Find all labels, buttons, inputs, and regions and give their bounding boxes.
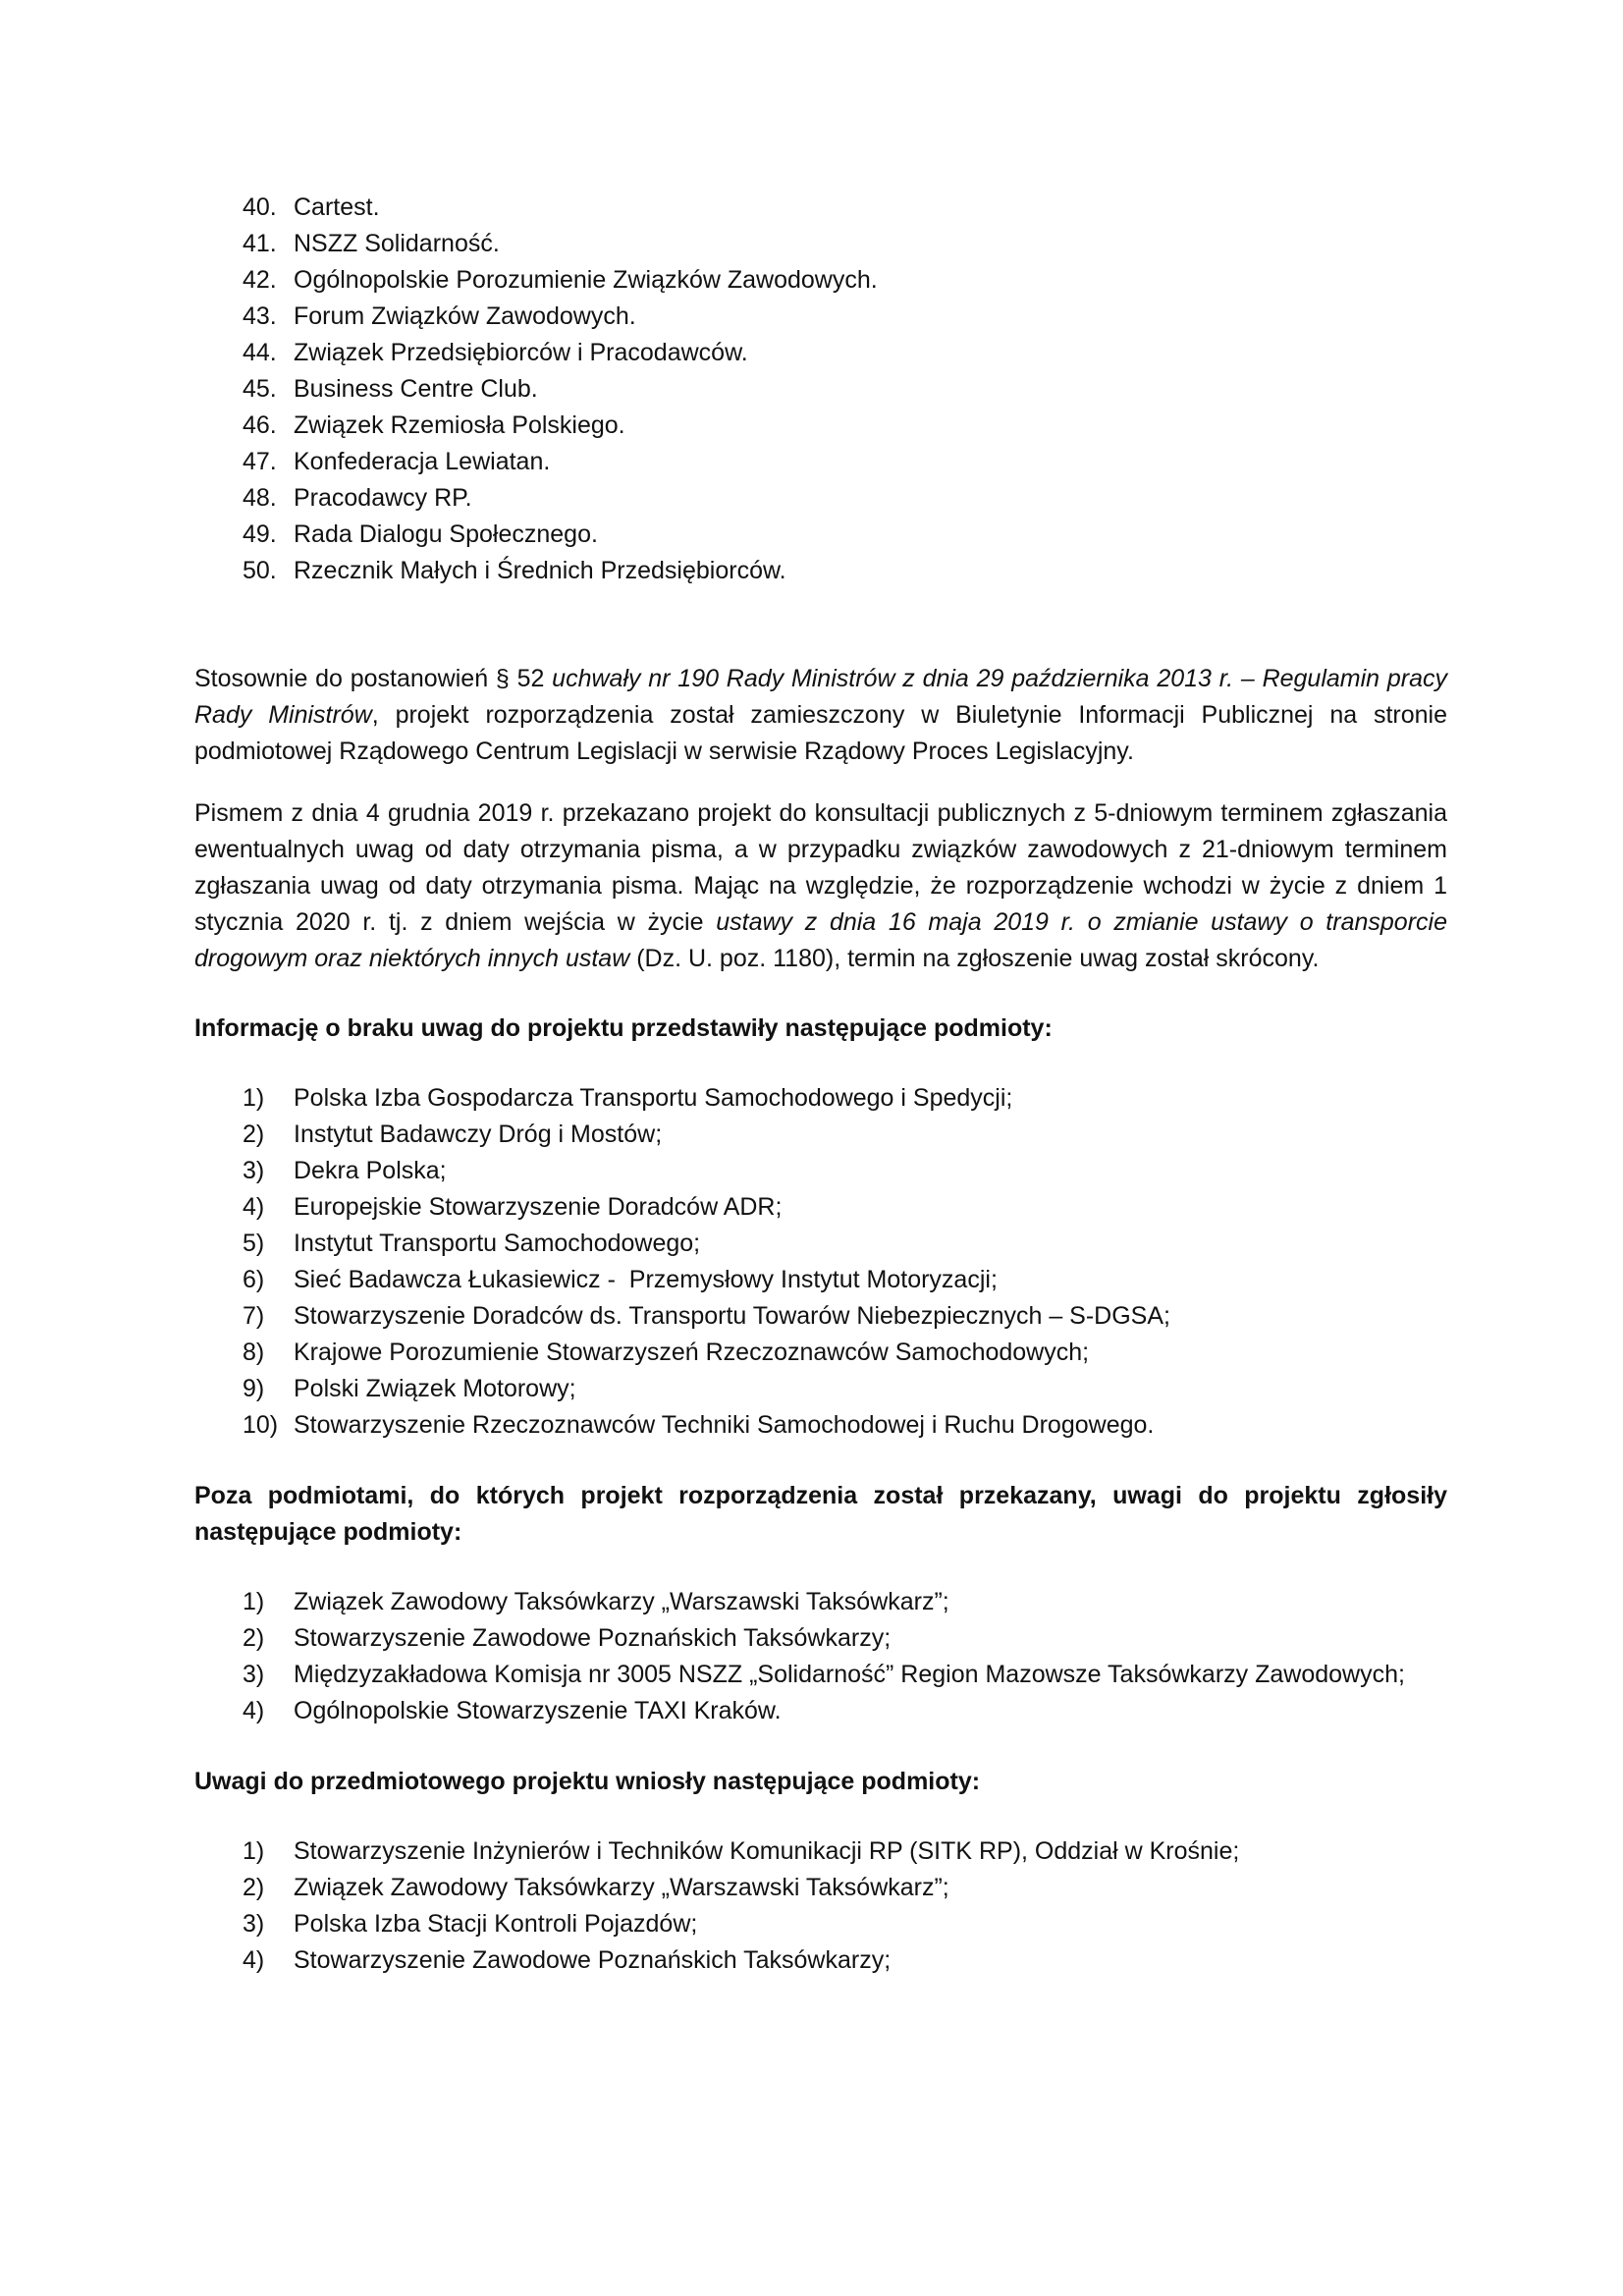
list-item-number: 1) <box>243 1588 265 1615</box>
list-item-number: 7) <box>243 1302 265 1330</box>
section-heading-no-comments: Informację o braku uwag do projektu przedstawiły następujące podmioty: <box>194 1014 1053 1042</box>
list-item-text: Sieć Badawcza Łukasiewicz - Przemysłowy Instytut Motoryzacji; <box>294 1266 998 1293</box>
list-item-number: 2) <box>243 1121 265 1148</box>
list-item-text: Związek Zawodowy Taksówkarzy „Warszawski Taksówkarz”; <box>294 1874 949 1901</box>
list-item-number: 50. <box>243 557 277 584</box>
list-item-text: NSZZ Solidarność. <box>294 230 500 257</box>
list-item-text: Business Centre Club. <box>294 375 538 403</box>
list-item <box>194 408 1447 444</box>
list-item-number: 1) <box>243 1837 265 1865</box>
list-item-text: Ogólnopolskie Porozumienie Związków Zawodowych. <box>294 266 878 294</box>
list-item <box>194 190 1447 226</box>
list-item <box>194 1153 1447 1189</box>
list-item-number: 41. <box>243 230 277 257</box>
list-item-text: Stowarzyszenie Inżynierów i Techników Komunikacji RP (SITK RP), Oddział w Krośnie; <box>294 1837 1240 1865</box>
list-item <box>194 1189 1447 1226</box>
list-item <box>194 1080 1447 1117</box>
list-item-text: Związek Przedsiębiorców i Pracodawców. <box>294 339 748 366</box>
paragraph-text: Stosownie do postanowień § 52 <box>194 665 553 692</box>
list-item <box>194 1117 1447 1153</box>
list-item <box>194 1335 1447 1371</box>
list-item-number: 2) <box>243 1624 265 1652</box>
list-item-text: Europejskie Stowarzyszenie Doradców ADR; <box>294 1193 783 1221</box>
list-item <box>194 1298 1447 1335</box>
consulted-entities-list <box>194 190 1447 589</box>
list-item-number: 4) <box>243 1946 265 1974</box>
list-item <box>194 226 1447 262</box>
list-item-number: 6) <box>243 1266 265 1293</box>
list-item-text: Polska Izba Stacji Kontroli Pojazdów; <box>294 1910 698 1938</box>
consultation-paragraph <box>194 795 1447 977</box>
list-item-text: Związek Rzemiosła Polskiego. <box>294 411 625 439</box>
list-item <box>194 1371 1447 1407</box>
list-item-number: 44. <box>243 339 277 366</box>
list-item-number: 47. <box>243 448 277 475</box>
list-item <box>194 262 1447 299</box>
list-item-text: Rada Dialogu Społecznego. <box>294 520 598 548</box>
list-item-text: Stowarzyszenie Doradców ds. Transportu Towarów Niebezpiecznych – S-DGSA; <box>294 1302 1170 1330</box>
list-item-text: Dekra Polska; <box>294 1157 447 1184</box>
list-item-number: 3) <box>243 1661 265 1688</box>
list-item-text: Stowarzyszenie Rzeczoznawców Techniki Samochodowej i Ruchu Drogowego. <box>294 1411 1155 1439</box>
list-item <box>194 335 1447 371</box>
list-item <box>194 1657 1447 1693</box>
list-item-number: 2) <box>243 1874 265 1901</box>
list-item-text: Konfederacja Lewiatan. <box>294 448 551 475</box>
list-item <box>194 1620 1447 1657</box>
document-page <box>194 190 1447 1979</box>
list-item-number: 49. <box>243 520 277 548</box>
list-item-text: Polska Izba Gospodarcza Transportu Samochodowego i Spedycji; <box>294 1084 1013 1112</box>
list-item <box>194 371 1447 408</box>
paragraph-italic-text: ustawy z dnia 16 maja 2019 r. o zmianie ustawy o transporcie drogowym oraz niektórych innych ustaw <box>194 908 1447 972</box>
list-item <box>194 1870 1447 1906</box>
list-item-text: Ogólnopolskie Stowarzyszenie TAXI Kraków. <box>294 1697 782 1724</box>
paragraph-italic-text: uchwały nr 190 Rady Ministrów z dnia 29 października 2013 r. – Regulamin pracy Rady Ministrów <box>194 665 1447 729</box>
list-item-text: Instytut Badawczy Dróg i Mostów; <box>294 1121 663 1148</box>
list-item <box>194 1833 1447 1870</box>
external-comments-list <box>194 1584 1447 1729</box>
list-item <box>194 1693 1447 1729</box>
section-heading-external-comments: Poza podmiotami, do których projekt rozporządzenia został przekazany, uwagi do projektu zgłosiły następujące podmioty: <box>194 1482 1447 1546</box>
list-item-text: Międzyzakładowa Komisja nr 3005 NSZZ „Solidarność” Region Mazowsze Taksówkarzy Zawodowych; <box>294 1661 1405 1688</box>
list-item <box>194 444 1447 480</box>
list-item <box>194 517 1447 553</box>
list-item-text: Forum Związków Zawodowych. <box>294 302 636 330</box>
list-item-text: Stowarzyszenie Zawodowe Poznańskich Taksówkarzy; <box>294 1624 892 1652</box>
list-item-number: 45. <box>243 375 277 403</box>
list-item-number: 1) <box>243 1084 265 1112</box>
list-item-number: 4) <box>243 1697 265 1724</box>
list-item-number: 4) <box>243 1193 265 1221</box>
list-item-number: 3) <box>243 1910 265 1938</box>
list-item-number: 46. <box>243 411 277 439</box>
list-item-number: 10) <box>243 1411 279 1439</box>
list-item-number: 9) <box>243 1375 265 1402</box>
list-item-text: Krajowe Porozumienie Stowarzyszeń Rzeczoznawców Samochodowych; <box>294 1339 1090 1366</box>
no-comments-list <box>194 1080 1447 1444</box>
list-item <box>194 1407 1447 1444</box>
list-item-text: Pracodawcy RP. <box>294 484 472 512</box>
section-heading-comments: Uwagi do przedmiotowego projektu wniosły następujące podmioty: <box>194 1768 981 1795</box>
list-item <box>194 1942 1447 1979</box>
list-item-number: 8) <box>243 1339 265 1366</box>
list-item-text: Stowarzyszenie Zawodowe Poznańskich Taksówkarzy; <box>294 1946 892 1974</box>
list-item-text: Związek Zawodowy Taksówkarzy „Warszawski Taksówkarz”; <box>294 1588 949 1615</box>
list-item-number: 40. <box>243 193 277 221</box>
list-item <box>194 1906 1447 1942</box>
list-item-number: 48. <box>243 484 277 512</box>
list-item <box>194 480 1447 517</box>
list-item-number: 3) <box>243 1157 265 1184</box>
list-item <box>194 1262 1447 1298</box>
list-item <box>194 1226 1447 1262</box>
list-item <box>194 299 1447 335</box>
list-item <box>194 553 1447 589</box>
comments-list <box>194 1833 1447 1979</box>
list-item-text: Instytut Transportu Samochodowego; <box>294 1230 701 1257</box>
list-item-text: Cartest. <box>294 193 380 221</box>
paragraph-text: Pismem z dnia 4 grudnia 2019 r. przekazano projekt do konsultacji publicznych z 5-dniowym terminem zgłaszania ewentualnych uwag od daty otrzymania pisma, a w przypadku związków zawodowych z 21-dniowym terminem zgłaszania uwag od daty otrzymania pisma. Mając na względzie, że rozporządzenie wchodzi w życie z dniem 1 stycznia 2020 r. tj. z dniem wejścia w życie <box>194 799 1447 936</box>
paragraph-text: , projekt rozporządzenia został zamieszczony w Biuletynie Informacji Publicznej na stronie podmiotowej Rządowego Centrum Legislacji w serwisie Rządowy Proces Legislacyjny. <box>194 701 1448 765</box>
publication-paragraph <box>194 661 1447 770</box>
list-item-text: Polski Związek Motorowy; <box>294 1375 576 1402</box>
paragraph-text: (Dz. U. poz. 1180), termin na zgłoszenie uwag został skrócony. <box>629 945 1320 972</box>
list-item-text: Rzecznik Małych i Średnich Przedsiębiorców. <box>294 557 786 584</box>
list-item-number: 42. <box>243 266 277 294</box>
list-item-number: 5) <box>243 1230 265 1257</box>
list-item <box>194 1584 1447 1620</box>
list-item-number: 43. <box>243 302 277 330</box>
